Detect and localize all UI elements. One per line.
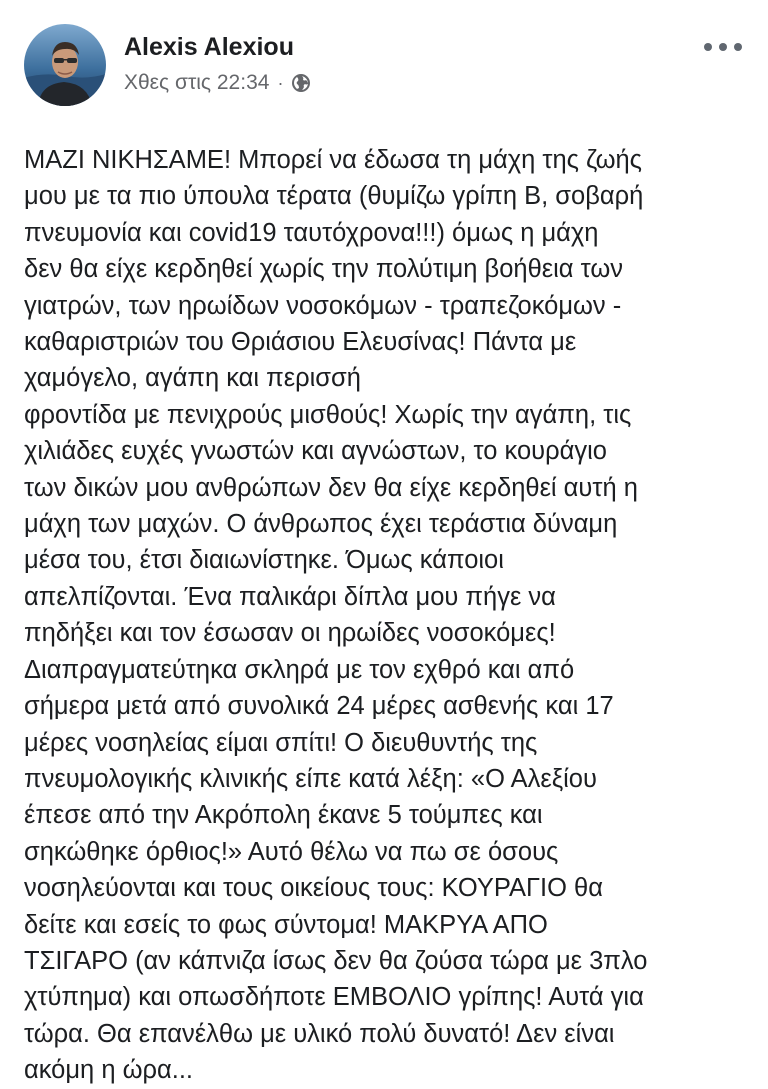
more-options-dot: [719, 43, 727, 51]
more-options-dot: [734, 43, 742, 51]
globe-icon[interactable]: [291, 73, 311, 93]
avatar-image: [24, 24, 106, 106]
post-body-text: ΜΑΖΙ ΝΙΚΗΣΑΜΕ! Μπορεί να έδωσα τη μάχη της ζωής μου με τα πιο ύπουλα τέρατα (θυμίζω γρίπη Β, σοβαρή πνευμονία και covid19 ταυτόχρονα!!!) όμως η μάχη δεν θα είχε κερδηθεί χωρίς την πολύτιμη βοήθεια των γιατρών, των ηρωίδων νοσοκόμων - τραπεζοκόμων - καθαριστριών του Θριάσιου Ελευσίνας! Πάντα με χαμόγελο, αγάπη και περισσή φροντίδα με πενιχρούς μισθούς! Χωρίς την αγάπη, τις χιλιάδες ευχές γνωστών και αγνώστων, το κουράγιο των δικών μου ανθρώπων δεν θα είχε κερδηθεί αυτή η μάχη των μαχών. Ο άνθρωπος έχει τεράστια δύναμη μέσα του, έτσι διαιωνίστηκε. Όμως κάποιοι απελπίζονται. Ένα παλικάρι δίπλα μου πήγε να πηδήξει και τον έσωσαν οι ηρωίδες νοσοκόμες! Διαπραγματεύτηκα σκληρά με τον εχθρό και από σήμερα μετά από συνολικά 24 μέρες ασθενής και 17 μέρες νοσηλείας είμαι σπίτι! Ο διευθυντής της πνευμολογικής κλινικής είπε κατά λέξη: «Ο Αλεξίου έπεσε από την Ακρόπολη έκανε 5 τούμπες και σηκώθηκε όρθιος!» Αυτό θέλω να πω σε όσους νοσηλεύονται και τους οικείους τους: ΚΟΥΡΑΓΙΟ θα δείτε και εσείς το φως σύντομα! ΜΑΚΡΥΑ ΑΠΟ ΤΣΙΓΑΡΟ (αν κάπνιζα ίσως δεν θα ζούσα τώρα με 3πλο χτύπημα) και οπωσδήποτε ΕΜΒΟΛΙΟ γρίπης! Αυτά για τώρα. Θα επανέλθω με υλικό πολύ δυνατό! Δεν είναι ακόμη η ώρα...: [24, 146, 648, 1085]
avatar[interactable]: [24, 24, 106, 106]
post-subline: [124, 70, 746, 96]
more-options-button[interactable]: [704, 38, 742, 56]
author-name[interactable]: Alexis Alexiou: [124, 33, 294, 61]
separator-dot: ·: [277, 73, 284, 93]
post-meta: [124, 24, 746, 96]
post-timestamp[interactable]: Χθες στις 22:34: [124, 71, 270, 94]
post-header: [24, 24, 746, 112]
more-options-icon: [704, 43, 712, 51]
